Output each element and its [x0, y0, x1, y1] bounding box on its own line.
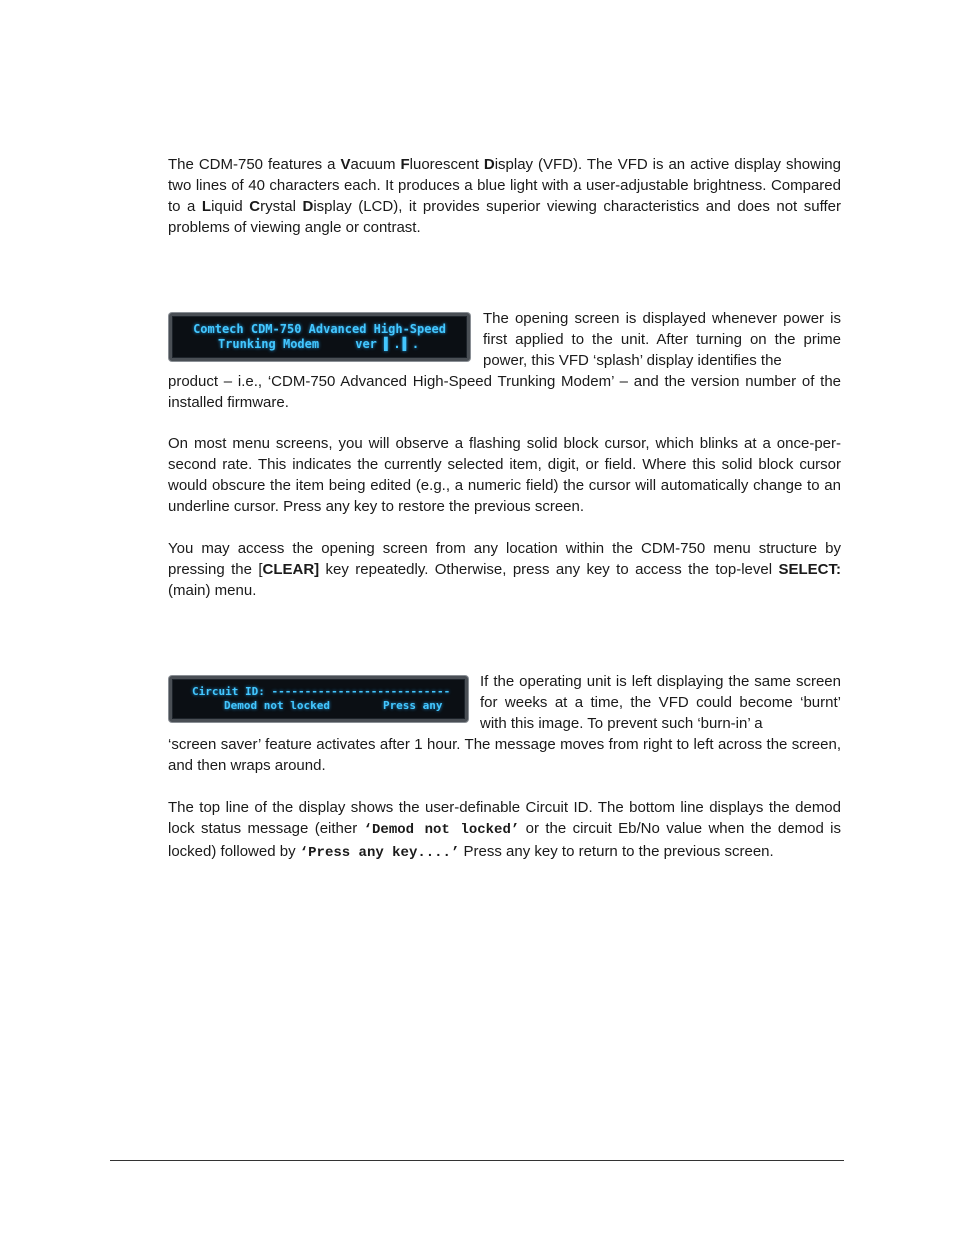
text-run: key repeatedly. Otherwise, press any key to access the top-level — [319, 561, 779, 578]
bold-text-run: L — [201, 198, 212, 215]
bold-text-run: F — [400, 156, 410, 173]
text-run: iquid — [211, 198, 250, 215]
bold-text-run: CLEAR] — [262, 561, 320, 578]
bold-text-run: V — [340, 156, 351, 173]
splash-line-1: Comtech CDM-750 Advanced High-Speed — [193, 322, 446, 336]
opening-screen-paragraph-rest: product – i.e., ‘CDM-750 Advanced High-Speed Trunking Modem’ – and the version number of the installed firmware. — [168, 373, 841, 411]
circuit-id-paragraph — [168, 797, 841, 864]
text-run: Press any key to return to the previous screen. — [459, 843, 774, 860]
vfd-splash-display-image — [169, 313, 470, 361]
opening-screen-paragraph-wrap: The opening screen is displayed whenever power is first applied to the unit. After turning on the prime power, this VFD ‘splash’ display identifies the — [483, 310, 841, 369]
vfd-screen-saver-image — [169, 676, 468, 722]
text-run: isplay (VFD). The VFD is an active display showing two lines of 40 characters each. It produces a blue light with a user-adjustable brightness. Compared to a — [168, 156, 841, 215]
text-run: luorescent — [409, 156, 484, 173]
saver-line-2: Demod not locked Press any — [224, 699, 443, 712]
text-run: acuum — [350, 156, 401, 173]
mono-text-run: ‘Press any key....’ — [299, 845, 460, 861]
screen-saver-paragraph-wrap: If the operating unit is left displaying the same screen for weeks at a time, the VFD could become ‘burnt’ with this image. To prevent such ‘burn-in’ a — [480, 673, 841, 732]
text-run: The CDM-750 features a — [168, 156, 341, 173]
text-run: isplay (LCD), it provides superior viewing characteristics and does not suffer problems of viewing angle or contrast. — [168, 198, 841, 236]
text-run: The top line of the display shows the user-definable Circuit ID. The bottom line displays the demod lock status message (either — [168, 799, 841, 837]
text-run: (main) menu. — [168, 582, 257, 599]
footer-rule — [110, 1160, 844, 1161]
screen-saver-paragraph-rest: ‘screen saver’ feature activates after 1 hour. The message moves from right to left across the screen, and then wraps around. — [168, 736, 841, 774]
text-run: or the circuit Eb/No value when the demod is locked) followed by — [168, 820, 842, 860]
text-run: rystal — [260, 198, 303, 215]
clear-key-paragraph — [168, 538, 841, 601]
bold-text-run: SELECT: — [778, 561, 841, 578]
bold-text-run: C — [249, 198, 261, 215]
mono-text-run: ‘Demod not locked’ — [363, 822, 520, 838]
bold-text-run: D — [302, 198, 314, 215]
text-run: You may access the opening screen from any location within the CDM-750 menu structure by pressing the [ — [168, 540, 841, 578]
saver-line-1: Circuit ID: --------------------------- — [192, 685, 451, 698]
cursor-paragraph: On most menu screens, you will observe a flashing solid block cursor, which blinks at a once-per-second rate. This indicates the currently selected item, digit, or field. Where this solid block cursor would obscure the item being edited (e.g., a numeric field) the cursor will automatically change to an underline cursor. Press any key to restore the previous screen. — [168, 435, 841, 515]
bold-text-run: D — [483, 156, 495, 173]
vfd-intro-paragraph — [168, 154, 841, 238]
splash-line-2: Trunking Modem ver ▌.▌. — [217, 337, 422, 351]
